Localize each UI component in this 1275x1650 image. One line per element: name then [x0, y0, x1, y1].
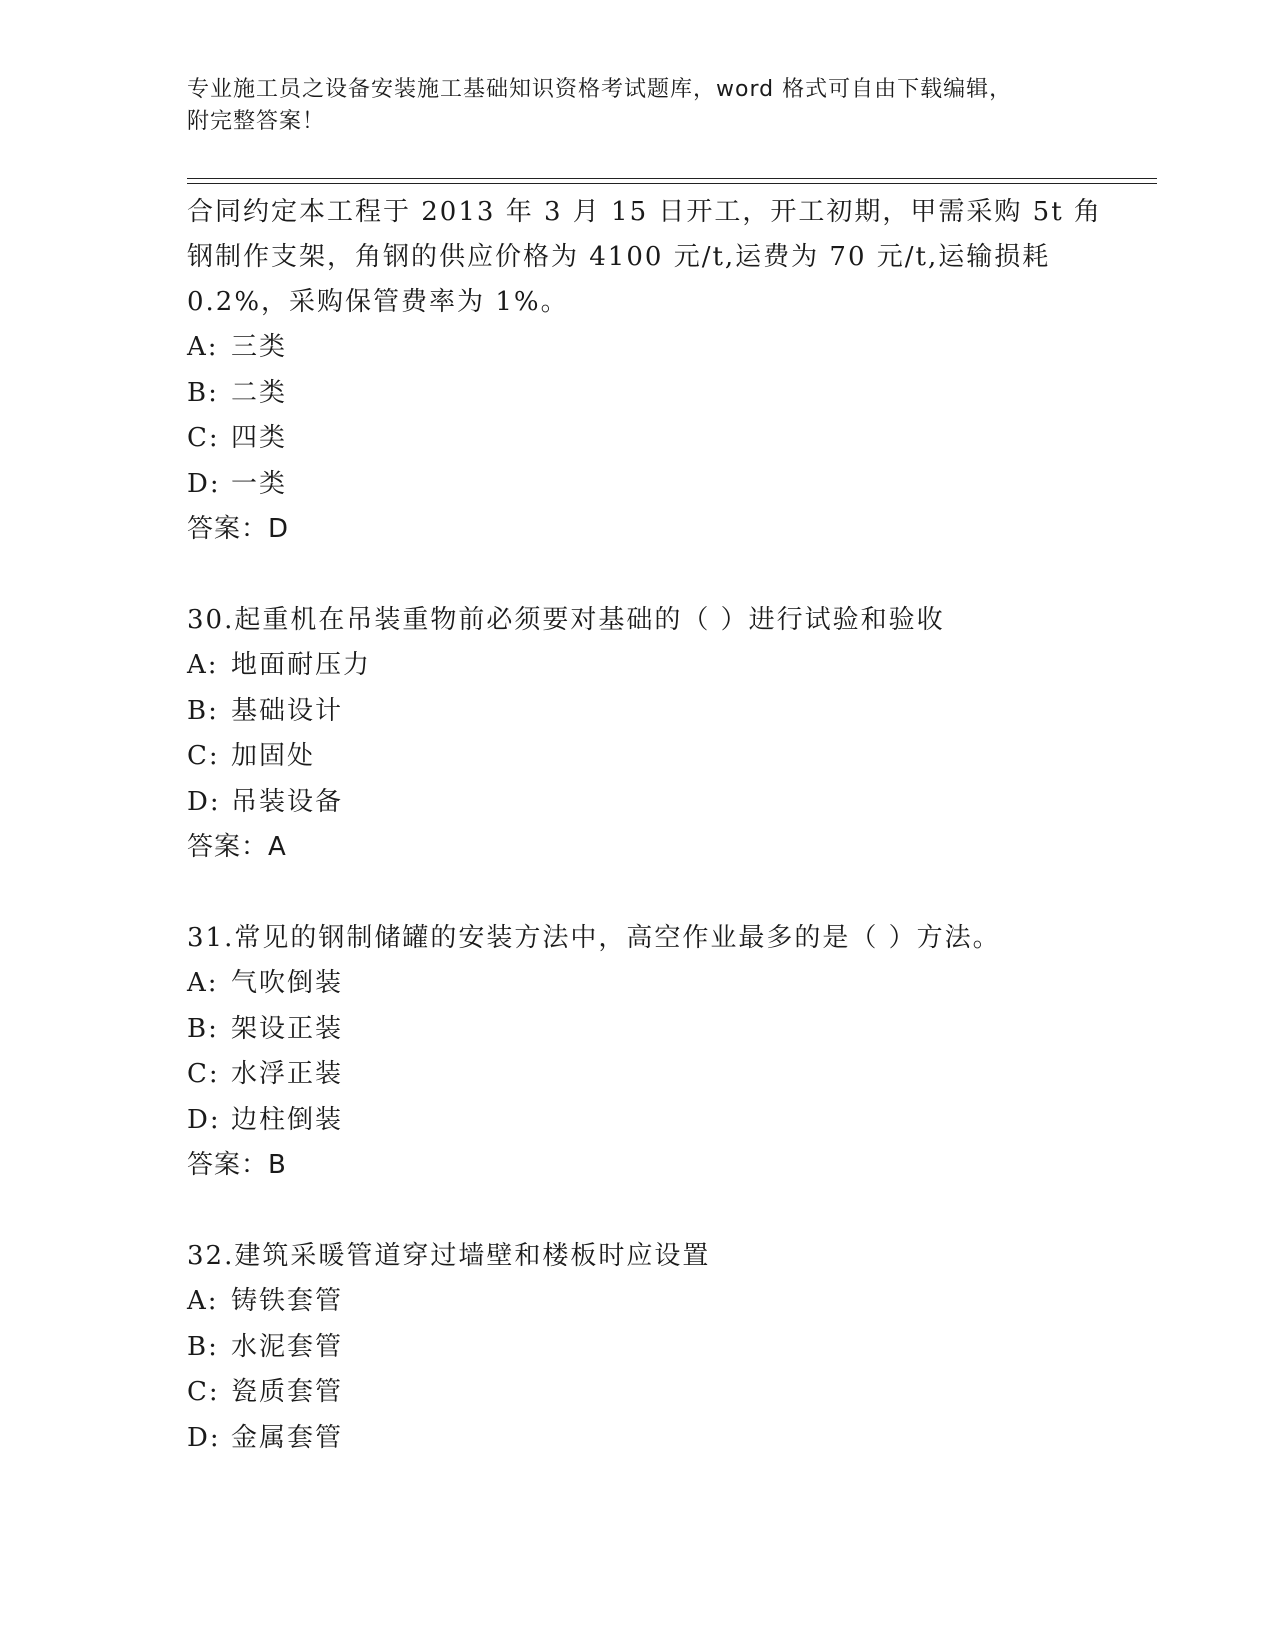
option-text: 地面耐压力 [231, 650, 372, 680]
option-text: 二类 [231, 377, 288, 408]
option-key: B: [187, 377, 219, 408]
question-stem-line: 32.建筑采暖管道穿过墙壁和楼板时应设置 [187, 1241, 711, 1271]
option-c [187, 1052, 1147, 1098]
option-key: A: [187, 332, 219, 362]
option-key: C: [187, 1377, 220, 1407]
option-text: 气吹倒装 [231, 968, 344, 998]
option-text: 架设正装 [231, 1013, 344, 1044]
question-stem-line: 31.常见的钢制储罐的安装方法中，高空作业最多的是（ ）方法。 [187, 923, 1001, 953]
header-divider [187, 183, 1157, 184]
option-key: A: [187, 968, 219, 998]
answer-line: 答案：D [187, 514, 290, 544]
question-item [187, 190, 1147, 552]
question-stem-line: 钢制作支架，角钢的供应价格为 4100 元/t,运费为 70 元/t,运输损耗 [187, 242, 1051, 272]
option-text: 水浮正装 [231, 1059, 344, 1089]
document-header [187, 74, 1087, 138]
answer-line: 答案：A [187, 832, 287, 862]
option-c [187, 1370, 1147, 1416]
option-a [187, 643, 1147, 689]
option-key: C: [187, 423, 220, 453]
option-d [187, 1098, 1147, 1144]
option-key: B: [187, 695, 219, 726]
option-key: D: [187, 1422, 221, 1453]
option-text: 金属套管 [231, 1422, 344, 1453]
question-stem-line: 30.起重机在吊装重物前必须要对基础的（ ）进行试验和验收 [187, 605, 945, 635]
option-a [187, 325, 1147, 371]
option-key: B: [187, 1013, 219, 1044]
option-b [187, 371, 1147, 417]
option-key: C: [187, 741, 220, 771]
answer-line: 答案：B [187, 1150, 287, 1180]
option-text: 水泥套管 [231, 1331, 344, 1362]
header-line: 附完整答案！ [187, 109, 326, 134]
option-key: B: [187, 1331, 219, 1362]
option-d [187, 780, 1147, 826]
option-text: 一类 [231, 468, 288, 499]
header-divider [187, 178, 1157, 179]
option-b [187, 1325, 1147, 1371]
option-b [187, 689, 1147, 735]
option-text: 基础设计 [231, 695, 344, 726]
option-text: 瓷质套管 [231, 1377, 344, 1407]
option-text: 铸铁套管 [231, 1286, 344, 1316]
option-key: C: [187, 1059, 220, 1089]
option-text: 四类 [231, 423, 288, 453]
option-b [187, 1007, 1147, 1053]
option-key: A: [187, 650, 219, 680]
question-stem-line: 0.2%，采购保管费率为 1%。 [187, 287, 569, 317]
option-a [187, 1279, 1147, 1325]
question-item [187, 1234, 1147, 1461]
option-text: 三类 [231, 332, 288, 362]
option-a [187, 961, 1147, 1007]
option-key: D: [187, 786, 221, 817]
option-text: 吊装设备 [231, 786, 344, 817]
question-item [187, 916, 1147, 1188]
question-item [187, 598, 1147, 870]
option-text: 边柱倒装 [231, 1104, 344, 1135]
question-stem-line: 合同约定本工程于 2013 年 3 月 15 日开工，开工初期，甲需采购 5t 角 [187, 197, 1102, 227]
option-c [187, 734, 1147, 780]
option-key: D: [187, 468, 221, 499]
header-line: 专业施工员之设备安装施工基础知识资格考试题库，word 格式可自由下载编辑， [187, 77, 1013, 102]
option-c [187, 416, 1147, 462]
option-text: 加固处 [231, 741, 316, 771]
option-key: A: [187, 1286, 219, 1316]
option-key: D: [187, 1104, 221, 1135]
question-list [187, 190, 1147, 1507]
option-d [187, 1416, 1147, 1462]
option-d [187, 462, 1147, 508]
